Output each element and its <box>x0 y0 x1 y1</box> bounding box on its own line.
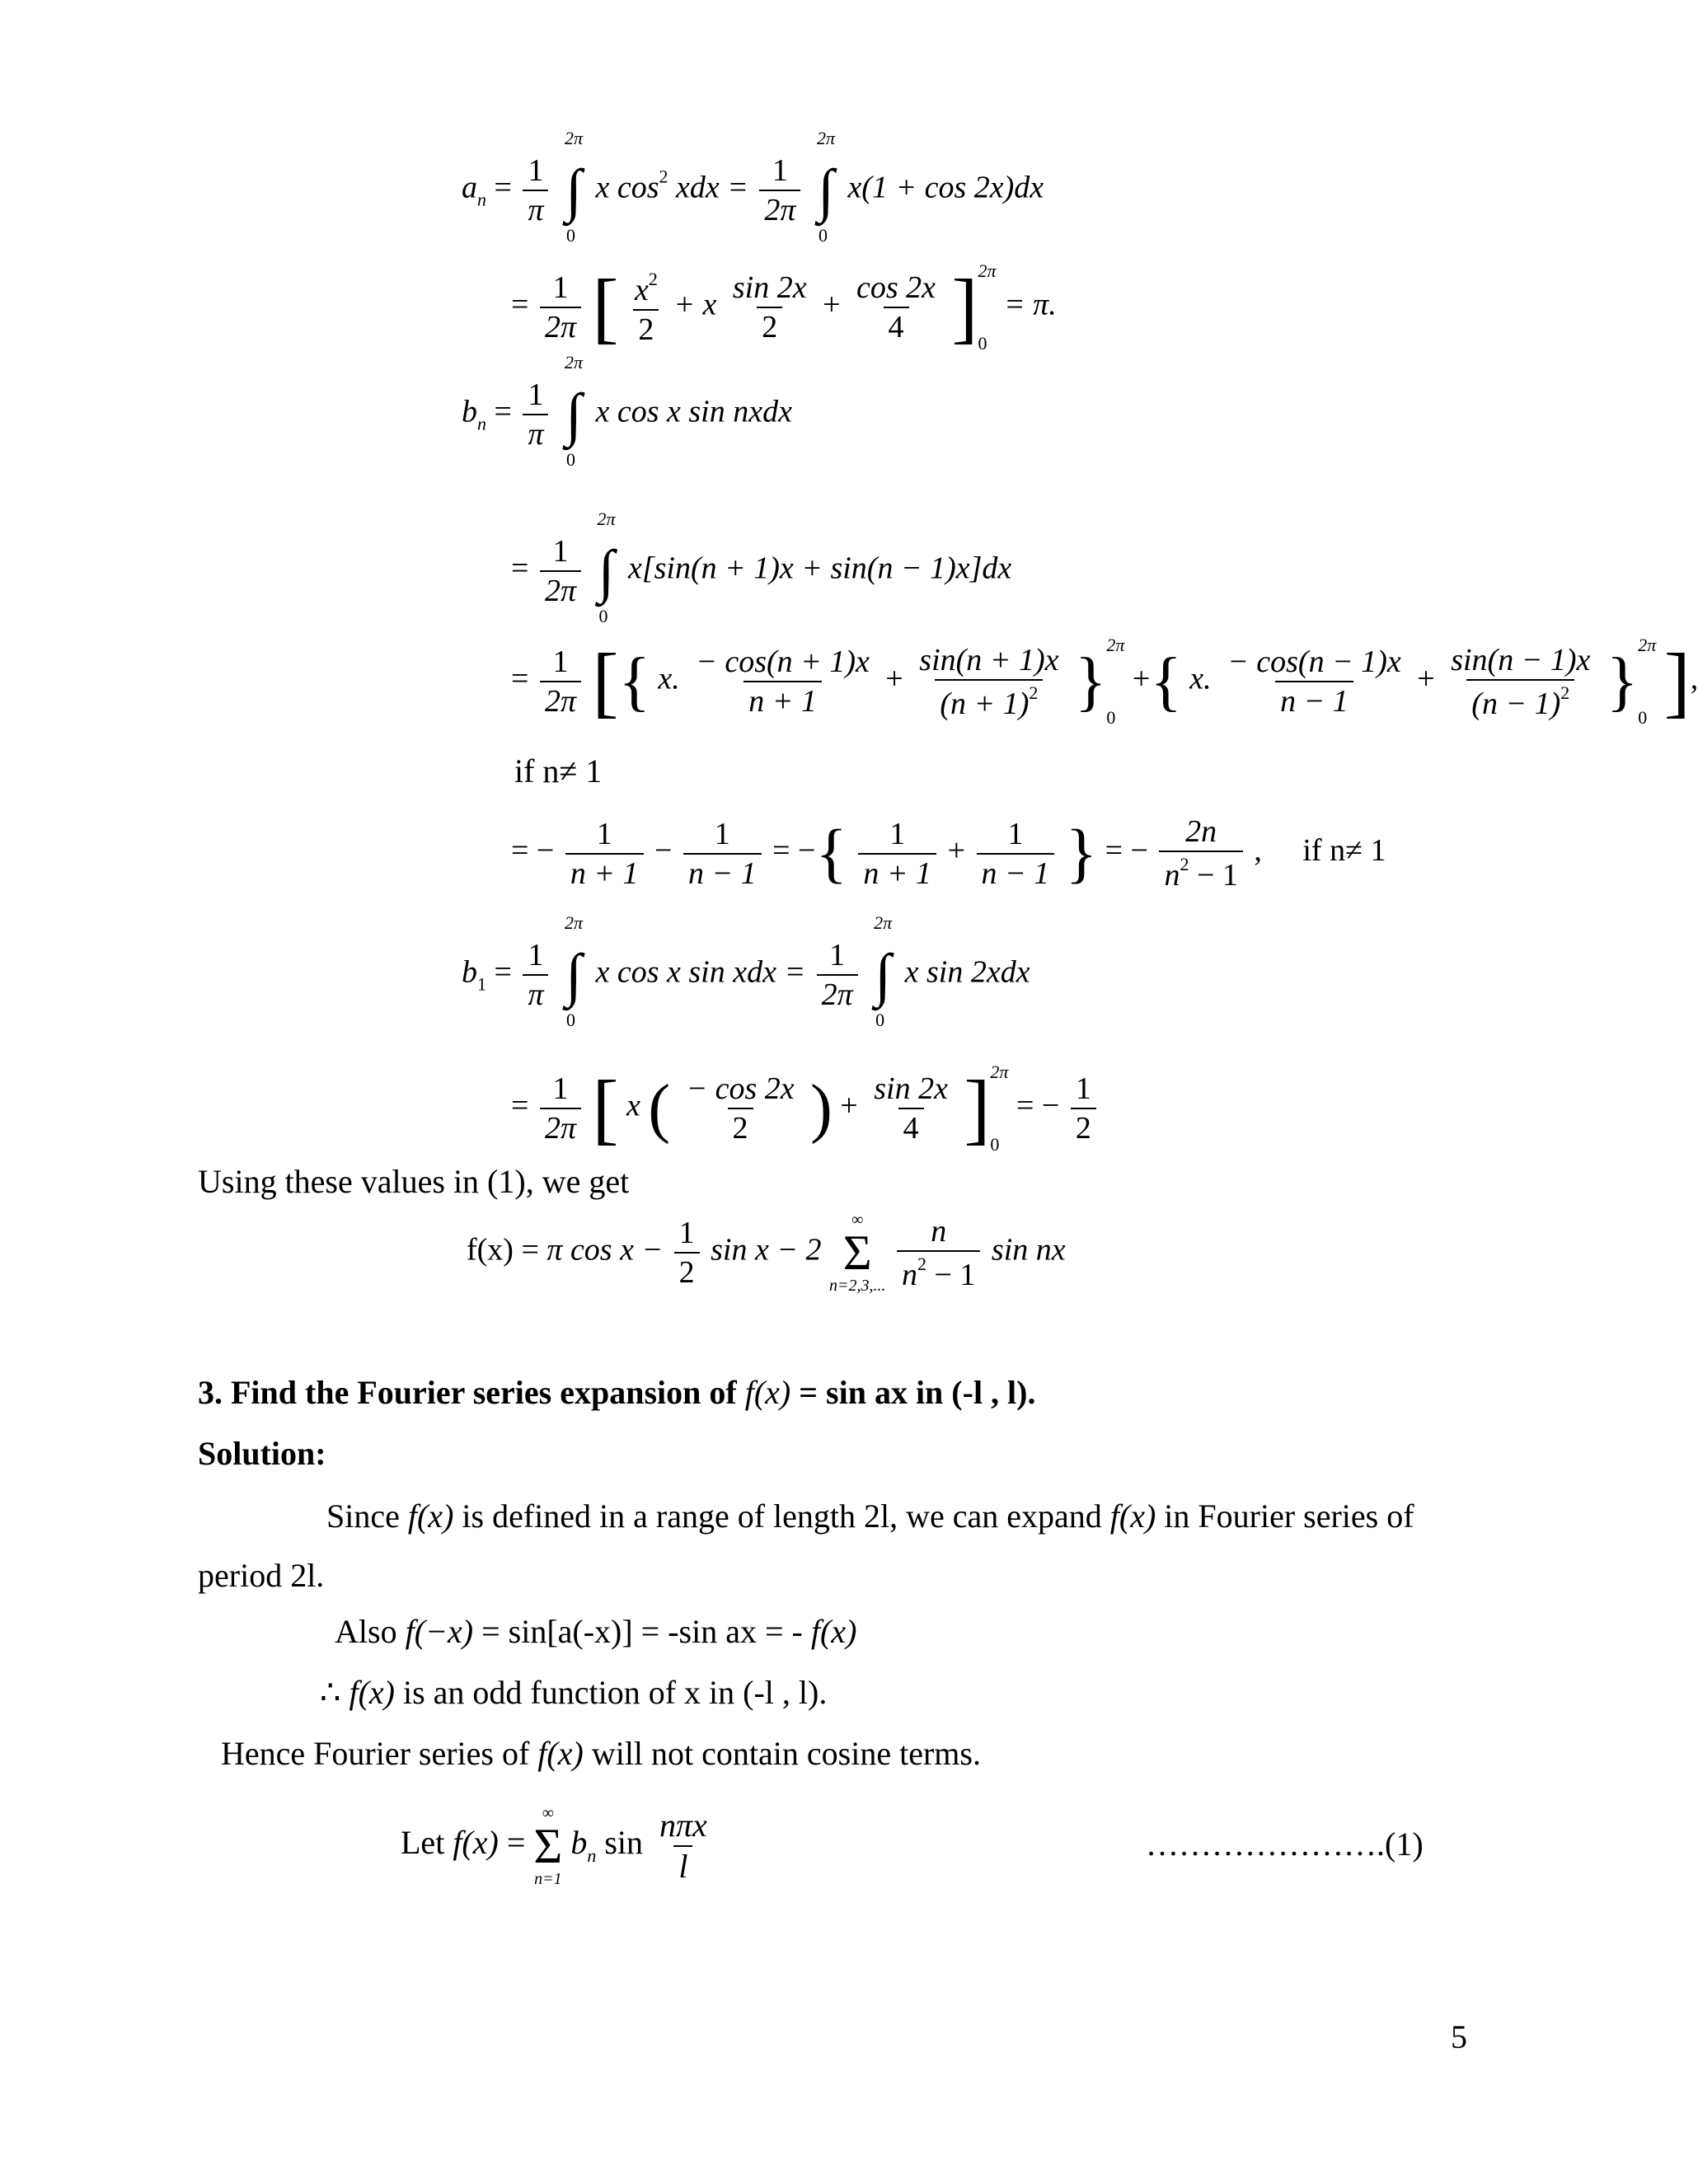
eq-an-evaluated: = $\frac{1}{2\pi}$ [ $\frac{x^2}{2}$ + x $\frac{\sin 2x}{2}$ + $\frac{\cos 2x}{4}$ ] 2π 0 = π. <box>511 260 1057 354</box>
eq-b1-integral: $b_1$ = $\frac{1}{\pi}$ 2π ∫ 0 x cos x sin xdx = $\frac{1}{2\pi}$ 2π ∫ 0 x sin 2xdx <box>462 912 1030 1030</box>
paragraph-line: Hence Fourier series of f(x) will not contain cosine terms. <box>221 1735 981 1772</box>
eq-bn-antiderivative: = $\frac{1}{2\pi}$ [{ x. $\frac{- \cos(n + 1)x}{n + 1}$ + $\frac{\sin(n + 1)x}{(n + 1)^2}$ } 2π 0 +{ x. $\frac{- \cos(n - 1)x}{n - 1}$ + $\frac{\sin(n - 1)x}{(n - 1)^2}$ } 2π 0 ], <box>511 635 1698 728</box>
eq-bn-integral: $b_n$ = $\frac{1}{\pi}$ 2π ∫ 0 x cos x sin nxdx <box>462 352 792 470</box>
integral-sign: 2π ∫ 0 <box>816 128 835 246</box>
using-values-text: Using these values in (1), we get <box>198 1163 630 1200</box>
page-number: 5 <box>1451 2018 1467 2055</box>
equation-number: ………………….(1) <box>1146 1825 1424 1863</box>
eq-sine-series: Let f(x) = ∞ Σ n=1 $b_n$ sin $\frac{\text{nπx}}{l}$ <box>401 1804 707 1888</box>
summation-sign: ∞ Σ n=2,3,... <box>828 1211 886 1295</box>
eq-bn-product-to-sum: = $\frac{1}{2\pi}$ 2π ∫ 0 x[sin(n + 1)x + sin(n − 1)x]dx <box>511 509 1012 626</box>
fraction: $\frac{1}{2\pi}$ <box>759 155 800 226</box>
summation-sign: ∞ Σ n=1 <box>533 1804 563 1888</box>
condition-text: if n≠ 1 <box>514 752 603 790</box>
eq-an-integral: $a_n$ = $\frac{1}{\pi}$ 2π ∫ 0 x $\cos^2$ xdx = $\frac{1}{2\pi}$ 2π ∫ 0 x(1 + cos 2x)dx <box>462 128 1044 246</box>
fraction: $\frac{1}{\pi}$ <box>523 155 548 226</box>
paragraph-line: Since f(x) is defined in a range of length 2l, we can expand f(x) in Fourier series of <box>326 1497 1414 1535</box>
eq-bn-result: = − $\frac{1}{n + 1}$ − $\frac{1}{n - 1}$ = −{ $\frac{1}{n + 1}$ + $\frac{1}{n - 1}$ } = − $\frac{2n}{n^2 - 1}$ , if n≠ 1 <box>511 814 1386 893</box>
solution-heading: Solution: <box>198 1435 326 1472</box>
eq-b1-result: = $\frac{1}{2\pi}$ [ x ( $\frac{- \cos 2x}{2}$ ) + $\frac{\sin 2x}{4}$ ] 2π 0 = − $\frac{1}{2}$ <box>511 1063 1100 1154</box>
question-heading: 3. Find the Fourier series expansion of f(x) = sin ax in (-l , l). <box>198 1374 1036 1411</box>
eq-fourier-series-result: f(x) = π cos x − $\frac{1}{2}$ sin x − 2 ∞ Σ n=2,3,... $\frac{n}{n^2 - 1}$ sin nx <box>467 1211 1066 1295</box>
paragraph-line: Also f(−x) = sin[a(-x)] = -sin ax = - f(x) <box>335 1613 857 1650</box>
integral-sign: 2π ∫ 0 <box>564 128 584 246</box>
paragraph-line: ∴ f(x) is an odd function of x in (-l , l). <box>320 1674 828 1711</box>
paragraph-line: period 2l. <box>198 1557 325 1594</box>
